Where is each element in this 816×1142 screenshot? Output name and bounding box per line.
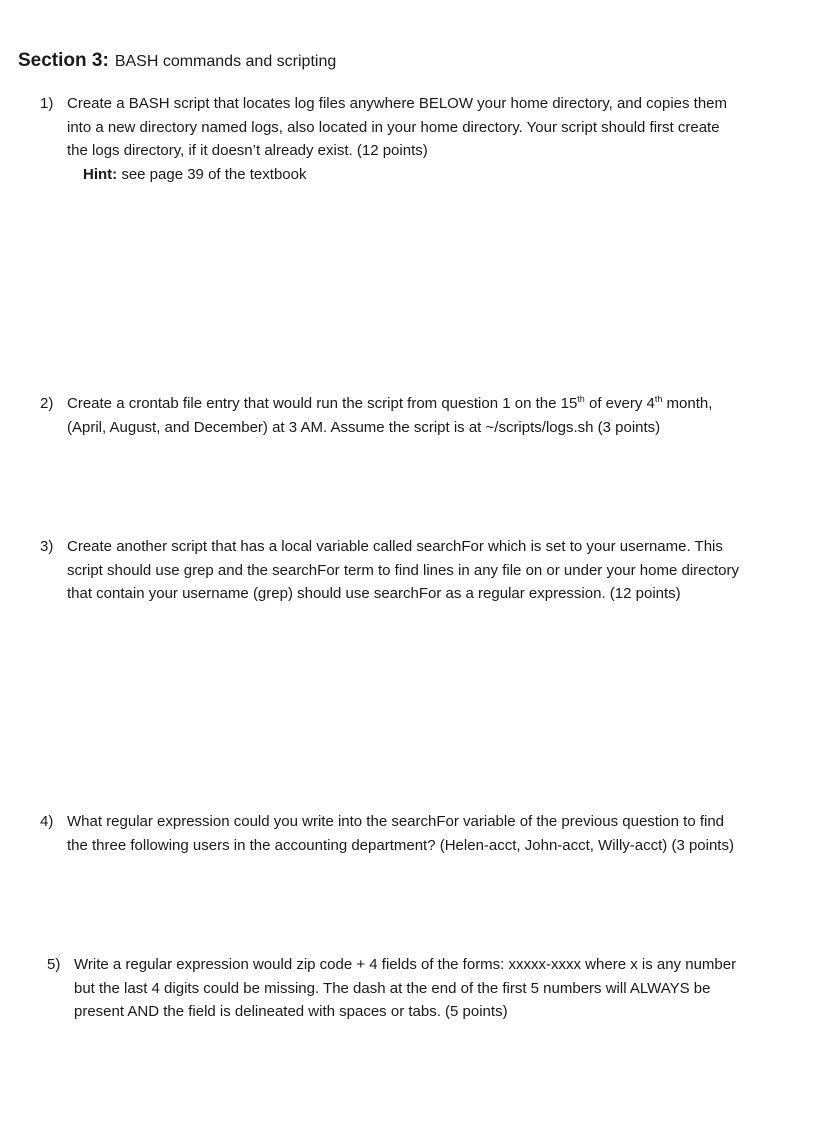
question-line: into a new directory named logs, also located in your home directory. Your script should first create — [67, 118, 720, 136]
question-text — [67, 535, 739, 606]
question-line: Create another script that has a local variable called searchFor which is set to your username. This — [67, 538, 723, 555]
section-label: Section 3: — [18, 50, 109, 71]
question-line: but the last 4 digits could be missing. The dash at the end of the first 5 numbers will ALWAYS be — [74, 979, 711, 997]
ordinal-suffix: th — [577, 394, 585, 404]
question-text-part: month, — [662, 395, 713, 412]
question-line: Create a BASH script that locates log files anywhere BELOW your home directory, and copies them — [67, 95, 728, 112]
question-number: 3) — [40, 538, 54, 555]
hint-label: Hint: — [83, 165, 118, 183]
question-text-part: Create a crontab file entry that would run the script from question 1 on the 15 — [67, 395, 578, 412]
hint-text: see page 39 of the textbook — [121, 165, 307, 183]
hint — [83, 163, 727, 187]
question-number: 1) — [40, 95, 54, 112]
question-3 — [40, 535, 739, 606]
section-heading — [18, 50, 336, 72]
question-text — [67, 92, 727, 186]
question-number: 5) — [47, 956, 61, 973]
question-line: What regular expression could you write into the searchFor variable of the previous question to find — [67, 813, 725, 830]
question-2 — [40, 392, 712, 439]
question-text — [67, 810, 734, 857]
question-5 — [47, 953, 736, 1024]
question-line: the three following users in the accounting department? (Helen-acct, John-acct, Willy-acct) (3 points) — [67, 836, 734, 854]
question-1 — [40, 92, 727, 186]
question-number: 2) — [40, 395, 54, 412]
ordinal-suffix: th — [654, 394, 663, 404]
question-line: script should use grep and the searchFor term to find lines in any file on or under your home directory — [67, 561, 740, 579]
question-line: (April, August, and December) at 3 AM. Assume the script is at ~/scripts/logs.sh (3 points) — [67, 418, 661, 436]
question-line: present AND the field is delineated with spaces or tabs. (5 points) — [74, 1003, 508, 1020]
question-text — [67, 392, 712, 439]
question-line: Write a regular expression would zip code + 4 fields of the forms: xxxxx-xxxx where x is any number — [74, 956, 737, 973]
question-number: 4) — [40, 813, 54, 830]
section-title: BASH commands and scripting — [114, 53, 337, 70]
question-text — [74, 953, 736, 1024]
question-line: that contain your username (grep) should use searchFor as a regular expression. (12 points) — [67, 585, 681, 602]
question-4 — [40, 810, 734, 857]
question-line — [67, 392, 712, 416]
question-text-part: of every 4 — [584, 395, 655, 412]
question-line: the logs directory, if it doesn’t already exist. (12 points) — [67, 142, 428, 159]
